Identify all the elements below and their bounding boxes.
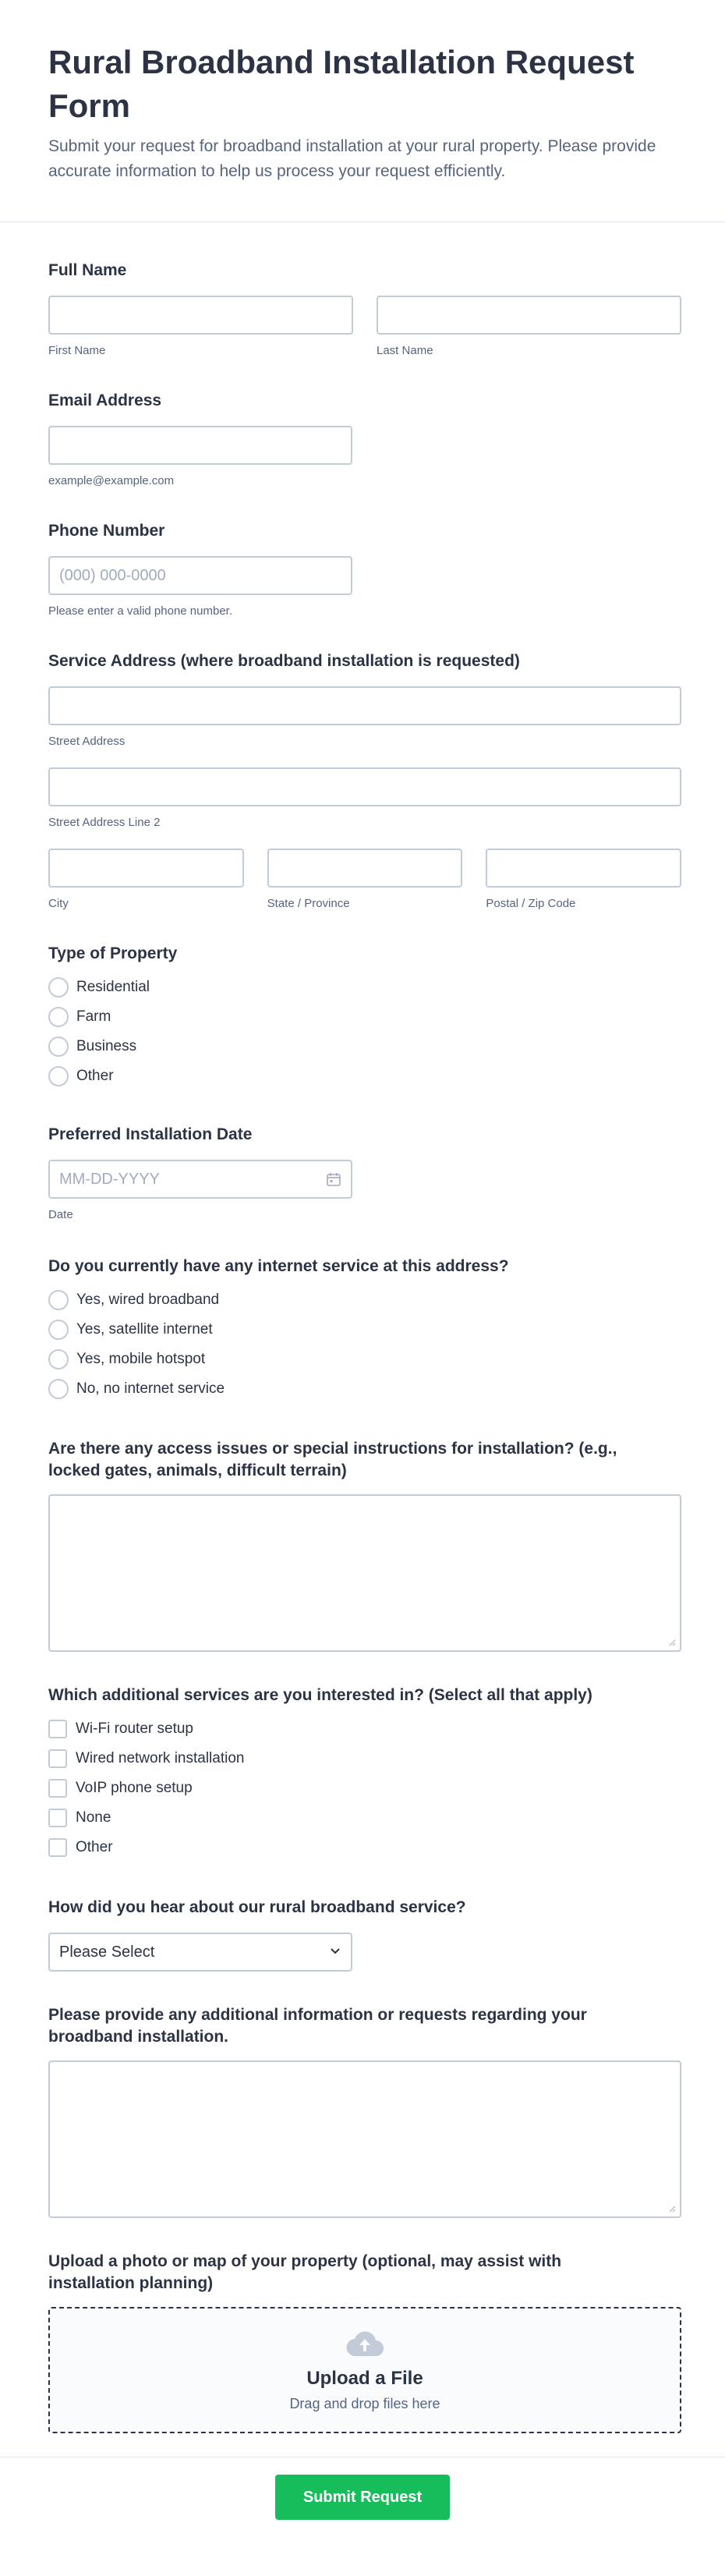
checkbox[interactable] — [48, 1749, 67, 1768]
phone-label: Phone Number — [48, 522, 165, 540]
chevron-down-icon — [329, 1944, 341, 1961]
current-service-label: Do you currently have any internet service at this address? — [48, 1257, 509, 1275]
checkbox-option-label: Other — [76, 1839, 113, 1855]
zip-input[interactable] — [486, 849, 681, 888]
radio-circle[interactable] — [48, 1036, 69, 1057]
radio-option-label: Yes, mobile hotspot — [76, 1351, 206, 1367]
install-date-field — [48, 1124, 681, 1223]
install-date-sublabel: Date — [48, 1208, 73, 1221]
install-date-input[interactable] — [48, 1160, 352, 1199]
street-address-sublabel: Street Address — [48, 735, 126, 748]
radio-circle[interactable] — [48, 977, 69, 997]
checkbox[interactable] — [48, 1838, 67, 1857]
radio-circle[interactable] — [48, 1349, 69, 1369]
radio-option-wired[interactable] — [48, 1285, 681, 1315]
radio-circle[interactable] — [48, 1066, 69, 1086]
radio-option-other[interactable] — [48, 1061, 681, 1091]
radio-option-none[interactable] — [48, 1374, 681, 1404]
form-header — [0, 0, 725, 222]
upload-label: Upload a photo or map of your property (optional, may assist with installation planning) — [48, 2252, 562, 2292]
radio-option-label: Yes, wired broadband — [76, 1292, 220, 1308]
phone-placeholder: (000) 000-0000 — [59, 567, 166, 584]
access-issues-field — [48, 1438, 681, 1652]
file-upload-dropzone[interactable] — [48, 2307, 681, 2433]
page-title: Rural Broadband Installation Request Form — [48, 44, 635, 124]
phone-field — [48, 520, 681, 619]
first-name-sublabel: First Name — [48, 344, 106, 357]
referral-field — [48, 1897, 681, 1972]
phone-sublabel: Please enter a valid phone number. — [48, 604, 232, 618]
street-address-line2-input[interactable] — [48, 767, 681, 806]
checkbox-option-label: None — [76, 1809, 111, 1826]
checkbox-option-none[interactable] — [48, 1803, 681, 1833]
page-description: Submit your request for broadband installation at your rural property. Please provide accurate information to help us process your request efficiently. — [48, 137, 656, 180]
radio-option-label: Yes, satellite internet — [76, 1321, 213, 1338]
checkbox[interactable] — [48, 1720, 67, 1738]
upload-title: Upload a File — [306, 2368, 423, 2389]
cloud-upload-icon — [345, 2328, 385, 2363]
radio-option-hotspot[interactable] — [48, 1345, 681, 1374]
full-name-field — [48, 260, 681, 359]
street-address-line2-sublabel: Street Address Line 2 — [48, 816, 161, 829]
additional-services-field — [48, 1685, 681, 1862]
full-name-label: Full Name — [48, 261, 127, 279]
additional-info-field — [48, 2004, 681, 2218]
checkbox-option-other[interactable] — [48, 1833, 681, 1862]
radio-option-label: Farm — [76, 1008, 111, 1025]
checkbox-option-label: VoIP phone setup — [76, 1780, 193, 1796]
phone-input[interactable] — [48, 556, 352, 595]
first-name-input[interactable] — [48, 296, 353, 335]
referral-selected-value: Please Select — [59, 1943, 155, 1961]
referral-label: How did you hear about our rural broadband service? — [48, 1898, 466, 1916]
radio-option-satellite[interactable] — [48, 1315, 681, 1345]
form-body — [0, 260, 725, 2433]
current-service-field — [48, 1256, 681, 1404]
radio-option-label: Business — [76, 1038, 137, 1054]
resize-grip-icon[interactable] — [668, 1639, 676, 1646]
access-issues-label: Are there any access issues or special instructions for installation? (e.g., locked gates, animals, difficult terrain) — [48, 1440, 617, 1479]
install-date-placeholder: MM-DD-YYYY — [59, 1171, 160, 1188]
city-sublabel: City — [48, 897, 69, 910]
upload-subtitle: Drag and drop files here — [289, 2396, 440, 2411]
checkbox-option-label: Wi-Fi router setup — [76, 1720, 193, 1737]
checkbox-option-wired-network[interactable] — [48, 1744, 681, 1773]
state-input[interactable] — [267, 849, 463, 888]
radio-circle[interactable] — [48, 1290, 69, 1310]
radio-option-residential[interactable] — [48, 973, 681, 1002]
property-type-label: Type of Property — [48, 944, 178, 962]
email-sublabel: example@example.com — [48, 474, 175, 487]
radio-circle[interactable] — [48, 1320, 69, 1340]
radio-option-business[interactable] — [48, 1032, 681, 1061]
checkbox[interactable] — [48, 1779, 67, 1798]
checkbox[interactable] — [48, 1809, 67, 1827]
email-field — [48, 390, 681, 489]
checkbox-option-wifi-router[interactable] — [48, 1714, 681, 1744]
radio-option-farm[interactable] — [48, 1002, 681, 1032]
last-name-input[interactable] — [377, 296, 681, 335]
resize-grip-icon[interactable] — [668, 2205, 676, 2213]
submit-button[interactable]: Submit Request — [275, 2475, 450, 2520]
radio-circle[interactable] — [48, 1379, 69, 1399]
radio-circle[interactable] — [48, 1007, 69, 1027]
access-issues-textarea[interactable] — [48, 1494, 681, 1652]
radio-option-label: Residential — [76, 979, 150, 995]
last-name-sublabel: Last Name — [377, 344, 433, 357]
radio-option-label: No, no internet service — [76, 1380, 225, 1397]
address-field — [48, 650, 681, 912]
zip-sublabel: Postal / Zip Code — [486, 897, 576, 910]
checkbox-option-voip[interactable] — [48, 1773, 681, 1803]
property-type-field — [48, 943, 681, 1091]
address-label: Service Address (where broadband installation is requested) — [48, 652, 520, 670]
additional-info-label: Please provide any additional information or requests regarding your broadband installation. — [48, 2006, 587, 2046]
calendar-icon[interactable] — [326, 1171, 341, 1191]
additional-services-label: Which additional services are you interested in? (Select all that apply) — [48, 1686, 592, 1704]
checkbox-option-label: Wired network installation — [76, 1750, 245, 1766]
email-input[interactable] — [48, 426, 352, 465]
email-label: Email Address — [48, 392, 162, 409]
install-date-label: Preferred Installation Date — [48, 1125, 253, 1143]
referral-select[interactable] — [48, 1933, 352, 1972]
additional-info-textarea[interactable] — [48, 2060, 681, 2218]
form-footer — [0, 2457, 725, 2520]
state-sublabel: State / Province — [267, 897, 350, 910]
upload-field — [48, 2251, 681, 2433]
radio-option-label: Other — [76, 1068, 114, 1084]
city-input[interactable] — [48, 849, 244, 888]
street-address-input[interactable] — [48, 686, 681, 725]
